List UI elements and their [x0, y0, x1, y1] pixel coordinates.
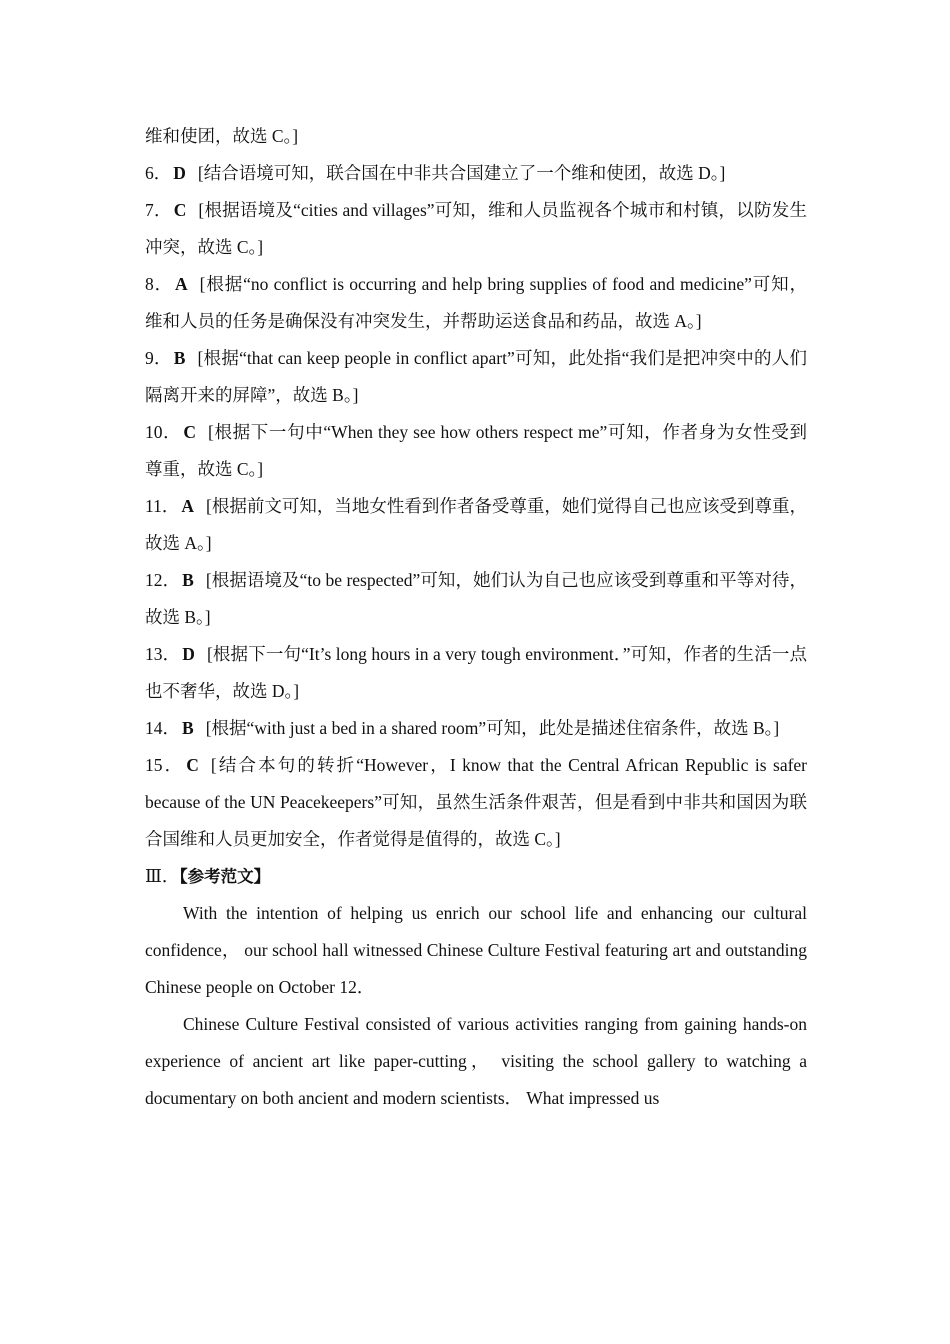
answer-text: [根据下一句“It’s long hours in a very tough environment．”可知，作者的生活一点也不奢华，故选 D。] [145, 644, 807, 701]
answer-letter: C [183, 422, 196, 442]
answer-text: [根据语境及“cities and villages”可知，维和人员监视各个城市和村镇，以防发生冲突，故选 C。] [145, 200, 807, 257]
section-number: Ⅲ． [145, 866, 180, 886]
answer-text: [根据语境及“to be respected”可知，她们认为自己也应该受到尊重和平等对待，故选 B。] [145, 570, 807, 627]
answer-number: 8． [145, 274, 174, 294]
answer-text: [结合语境可知，联合国在中非共合国建立了一个维和使团，故选 D。] [197, 163, 726, 183]
answer-number: 10． [145, 422, 182, 442]
answer-text: [根据“with just a bed in a shared room”可知，此处是描述住宿条件，故选 B。] [205, 718, 780, 738]
answer-letter: A [181, 496, 195, 516]
answer-item [145, 266, 807, 340]
answer-item [145, 340, 807, 414]
answer-text: [根据前文可知，当地女性看到作者备受尊重，她们觉得自己也应该受到尊重，故选 A。] [145, 496, 808, 553]
answer-letter: B [182, 570, 194, 590]
section-heading [145, 858, 807, 895]
answer-number: 13． [145, 644, 181, 664]
answer-number: 9． [145, 348, 172, 368]
answer-letter: A [175, 274, 188, 294]
answer-letter: C [173, 200, 187, 220]
essay-paragraph: With the intention of helping us enrich our school life and enhancing our cultural confidence， our school hall witnessed Chinese Culture Festival featuring art and outstanding Chinese people on October 12． [145, 903, 807, 997]
answer-number: 6． [145, 163, 172, 183]
answer-item [145, 414, 807, 488]
section-title: 【参考范文】 [179, 867, 271, 886]
answer-number: 15． [145, 755, 185, 775]
answer-letter: D [173, 163, 186, 183]
answer-number: 11． [145, 496, 180, 516]
answer-text: 维和使团，故选 C。] [145, 126, 299, 146]
answer-item [145, 710, 807, 747]
essay-paragraph: Chinese Culture Festival consisted of various activities ranging from gaining hands-on experience of ancient art like paper-cutting， visiting the school gallery to watching a documentary on both ancient and modern scientists． What impressed us [145, 1014, 807, 1108]
answer-letter: C [186, 755, 199, 775]
answer-text: [结合本句的转折“However，I know that the Central African Republic is safer because of the UN Peacekeepers”可知，虽然生活条件艰苦，但是看到中非共和国因为联合国维和人员更加安全，作者觉得是值得的，故选 C。] [145, 755, 808, 849]
answer-item [145, 562, 807, 636]
answer-letter: D [182, 644, 195, 664]
answer-letter: B [173, 348, 186, 368]
answer-number: 7． [145, 200, 172, 220]
answer-text: [根据“that can keep people in conflict apart”可知，此处指“我们是把冲突中的人们隔离开来的屏障”，故选 B。] [145, 348, 807, 405]
answer-text: [根据下一句中“When they see how others respect me”可知，作者身为女性受到尊重，故选 C。] [145, 422, 807, 479]
answer-text: [根据“no conflict is occurring and help bring supplies of food and medicine”可知，维和人员的任务是确保没有冲突发生，并帮助运送食品和药品，故选 A。] [145, 274, 808, 331]
answer-item [145, 155, 807, 192]
answer-item [145, 747, 807, 858]
answer-item [145, 636, 807, 710]
answer-number: 12． [145, 570, 181, 590]
document-page [145, 118, 807, 1117]
answer-item [145, 118, 807, 155]
model-essay [145, 895, 807, 1117]
answer-letter: B [182, 718, 194, 738]
answer-item [145, 488, 807, 562]
answer-number: 14． [145, 718, 180, 738]
answer-item [145, 192, 807, 266]
